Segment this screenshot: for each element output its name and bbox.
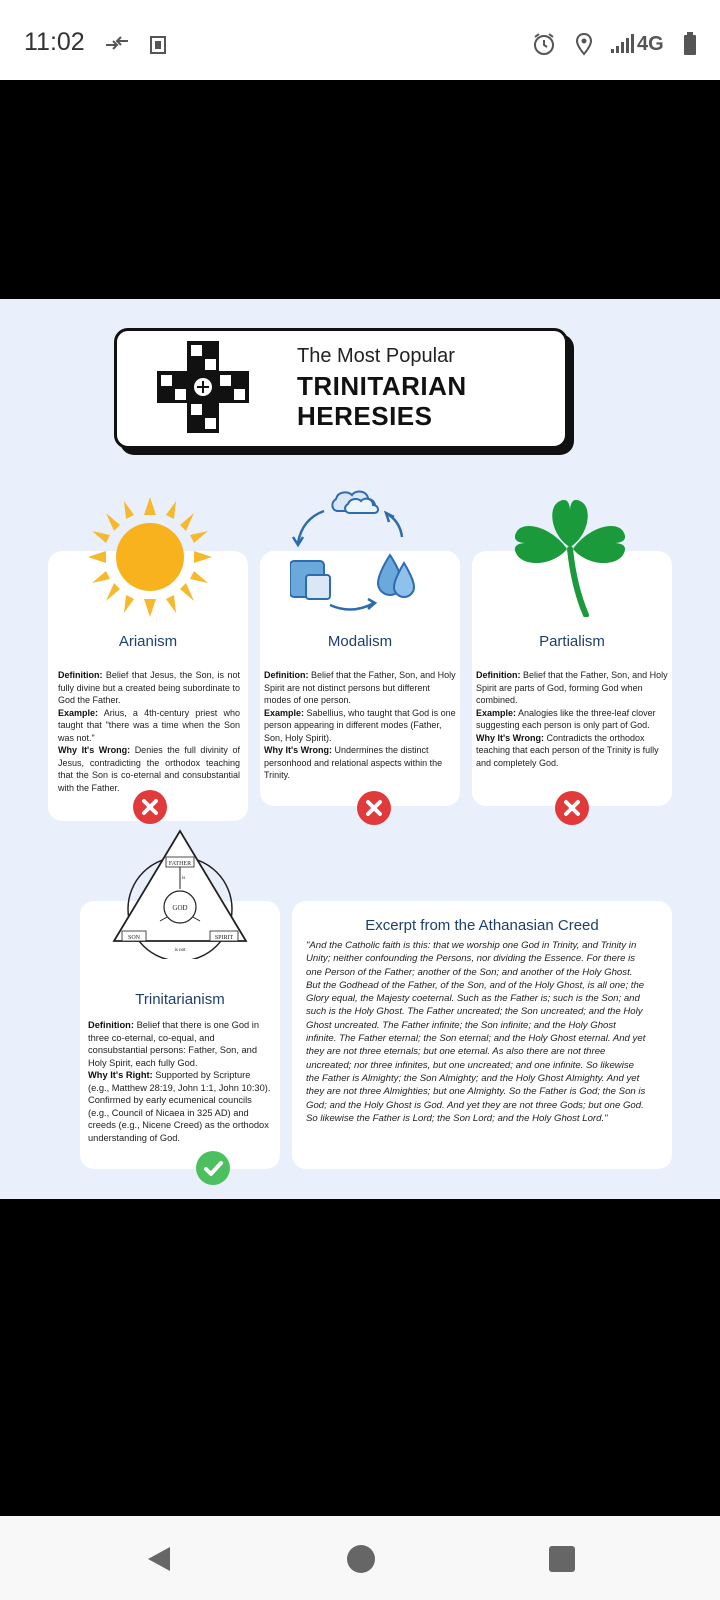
arrows-icon	[104, 36, 130, 55]
alarm-icon	[532, 32, 556, 61]
card-body: Definition: Belief that the Father, Son, and Holy Spirit are not distinct persons but different modes of one person. Example: Sabellius, who taught that God is one person appearing in different modes (Father, Son, Holy Spirit). Why It's Wrong: Undermines the distinct personhood and relational aspects within the Trinity.	[264, 670, 456, 780]
recents-icon	[548, 1545, 576, 1573]
card-title: Arianism	[118, 633, 178, 650]
diagram-is-not-label: is not	[174, 948, 186, 953]
card-creed	[292, 901, 672, 1169]
clover-icon	[512, 497, 628, 622]
wrong-mark-icon	[555, 791, 589, 825]
modes-cycle-icon	[290, 489, 430, 629]
card-title: Partialism	[539, 633, 605, 650]
network-type: 4G	[637, 33, 664, 55]
diagram-god-label: GOD	[172, 904, 188, 912]
header-box	[114, 328, 568, 449]
header-title-line1: TRINITARIAN	[297, 371, 467, 401]
battery-icon	[683, 32, 697, 61]
wrong-mark-icon	[133, 790, 167, 824]
diagram-father-label: FATHER	[168, 861, 192, 867]
creed-title: Excerpt from the Athanasian Creed	[365, 917, 599, 934]
cross-emblem-icon	[153, 337, 253, 442]
card-body: Definition: Belief that Jesus, the Son, is not fully divine but a created being subordinate to God the Father. Example: Arius, a 4th-century priest who taught that "there was a time when the Son was not." Why It's Wrong: Denies the full divinity of Jesus, contradicting the orthodox teaching that the Son is co-eternal and consubstantial with the Father.	[58, 670, 240, 793]
diagram-spirit-label: SPIRIT	[214, 935, 234, 941]
navigation-bar	[0, 1516, 720, 1600]
header-title-line2: HERESIES	[297, 401, 433, 431]
notification-icon	[150, 36, 166, 59]
back-icon	[144, 1544, 174, 1574]
header-subtitle: The Most Popular	[297, 345, 455, 367]
recents-button[interactable]	[548, 1545, 576, 1578]
card-body: Definition: Belief that the Father, Son, and Holy Spirit are parts of God, forming God when combined. Example: Analogies like the three-leaf clover suggesting each person is only part of God. Why It's Wrong: Contradicts the orthodox teaching that each person of the Trinity is fully and completely God.	[476, 670, 668, 768]
clock: 11:02	[24, 28, 85, 56]
card-title: Trinitarianism	[135, 991, 225, 1008]
right-mark-icon	[196, 1151, 230, 1185]
location-icon	[575, 32, 593, 61]
diagram-son-label: SON	[127, 935, 141, 941]
status-bar	[0, 0, 720, 80]
signal-icon	[610, 34, 634, 59]
back-button[interactable]	[144, 1544, 174, 1579]
trinity-shield-diagram-icon	[110, 829, 250, 964]
diagram-is-label: is	[182, 876, 186, 881]
sun-icon	[88, 497, 212, 622]
letterbox-top	[0, 80, 720, 299]
wrong-mark-icon	[357, 791, 391, 825]
header-title	[297, 371, 467, 431]
infographic[interactable]	[0, 299, 720, 1199]
home-button[interactable]	[346, 1544, 376, 1579]
home-icon	[346, 1544, 376, 1574]
creed-text: "And the Catholic faith is this: that we worship one God in Trinity, and Trinity in Unity; neither confounding the Persons, nor dividing the Essence. For there is one Person of the Father; another of the Son; and another of the Holy Ghost. But the Godhead of the Father, of the Son, and of the Holy Ghost, is all one; the Glory equal, the Majesty coeternal. Such as the Father is; such is the Son; and such is the Holy Ghost. The Father uncreated; the Son uncreated; and the Holy Ghost uncreated. The Father infinite; the Son infinite; and the Holy Ghost infinite. The Father eternal; the Son eternal; and the Holy Ghost eternal. And yet they are not three eternals; but one eternal. As also there are not three uncreated; nor three infinites, but one uncreated; and one infinite. So likewise the Father is Almighty; the Son Almighty; and the Holy Ghost Almighty. And yet they are not three Almighties; but one Almighty. So the Father is God; the Son is God; and the Holy Ghost is God. And yet they are not three Gods; but one God. So likewise the Father is Lord; the Son Lord; and the Holy Ghost Lord."	[306, 940, 646, 1124]
card-title: Modalism	[327, 633, 393, 650]
card-body: Definition: Belief that there is one God in three co-eternal, co-equal, and consubstantial persons: Father, Son, and Holy Spirit, each fully God. Why It's Right: Supported by Scripture (e.g., Matthew 28:19, John 1:1, John 10:30). Confirmed by early ecumenical councils (e.g., Council of Nicaea in 325 AD) and creeds (e.g., Nicene Creed) as the orthodox understanding of God.	[88, 1020, 271, 1143]
letterbox-bottom	[0, 1199, 720, 1516]
